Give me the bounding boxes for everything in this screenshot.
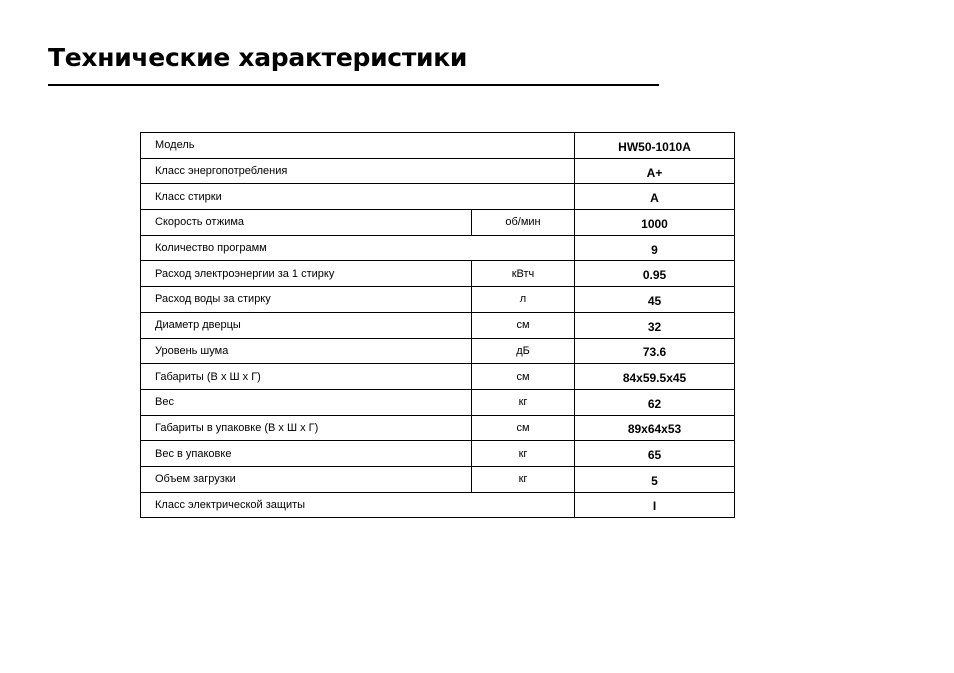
spec-unit-cell: см xyxy=(472,312,575,338)
spec-value-cell: HW50-1010A xyxy=(575,133,735,159)
spec-unit-cell: дБ xyxy=(472,338,575,364)
spec-unit-cell: кг xyxy=(472,441,575,467)
spec-name-cell: Габариты в упаковке (В х Ш х Г) xyxy=(141,415,472,441)
spec-value-cell: 62 xyxy=(575,389,735,415)
spec-value-cell: 32 xyxy=(575,312,735,338)
spec-value-cell: 1000 xyxy=(575,210,735,236)
table-row xyxy=(141,312,735,338)
spec-value-cell: 84x59.5x45 xyxy=(575,364,735,390)
spec-unit-cell: см xyxy=(472,415,575,441)
table-row xyxy=(141,389,735,415)
spec-value-cell: 45 xyxy=(575,287,735,313)
table-row xyxy=(141,492,735,518)
spec-name-cell: Модель xyxy=(141,133,575,159)
page-title: Технические характеристики xyxy=(48,43,468,72)
spec-value-cell: 89x64x53 xyxy=(575,415,735,441)
spec-name-cell: Расход электроэнергии за 1 стирку xyxy=(141,261,472,287)
spec-value-cell: 9 xyxy=(575,235,735,261)
spec-name-cell: Диаметр дверцы xyxy=(141,312,472,338)
spec-value-cell: A xyxy=(575,184,735,210)
spec-name-cell: Вес в упаковке xyxy=(141,441,472,467)
spec-unit-cell: кг xyxy=(472,466,575,492)
table-row xyxy=(141,184,735,210)
spec-name-cell: Расход воды за стирку xyxy=(141,287,472,313)
spec-unit-cell: кг xyxy=(472,389,575,415)
spec-name-cell: Уровень шума xyxy=(141,338,472,364)
table-row xyxy=(141,235,735,261)
spec-value-cell: I xyxy=(575,492,735,518)
table-row xyxy=(141,338,735,364)
spec-value-cell: 73.6 xyxy=(575,338,735,364)
spec-name-cell: Габариты (В х Ш х Г) xyxy=(141,364,472,390)
table-row xyxy=(141,158,735,184)
table-row xyxy=(141,210,735,236)
specifications-table-body xyxy=(141,133,735,518)
table-row xyxy=(141,466,735,492)
table-row xyxy=(141,133,735,159)
spec-unit-cell: см xyxy=(472,364,575,390)
spec-value-cell: 5 xyxy=(575,466,735,492)
spec-value-cell: 65 xyxy=(575,441,735,467)
table-row xyxy=(141,287,735,313)
table-row xyxy=(141,364,735,390)
spec-name-cell: Класс стирки xyxy=(141,184,575,210)
table-row xyxy=(141,441,735,467)
spec-name-cell: Количество программ xyxy=(141,235,575,261)
spec-value-cell: A+ xyxy=(575,158,735,184)
specifications-table xyxy=(140,132,735,518)
spec-name-cell: Класс электрической защиты xyxy=(141,492,575,518)
spec-name-cell: Класс энергопотребления xyxy=(141,158,575,184)
spec-value-cell: 0.95 xyxy=(575,261,735,287)
spec-unit-cell: л xyxy=(472,287,575,313)
spec-name-cell: Вес xyxy=(141,389,472,415)
spec-unit-cell: об/мин xyxy=(472,210,575,236)
spec-unit-cell: кВтч xyxy=(472,261,575,287)
title-underline xyxy=(48,84,659,86)
spec-name-cell: Объем загрузки xyxy=(141,466,472,492)
table-row xyxy=(141,415,735,441)
table-row xyxy=(141,261,735,287)
spec-name-cell: Скорость отжима xyxy=(141,210,472,236)
